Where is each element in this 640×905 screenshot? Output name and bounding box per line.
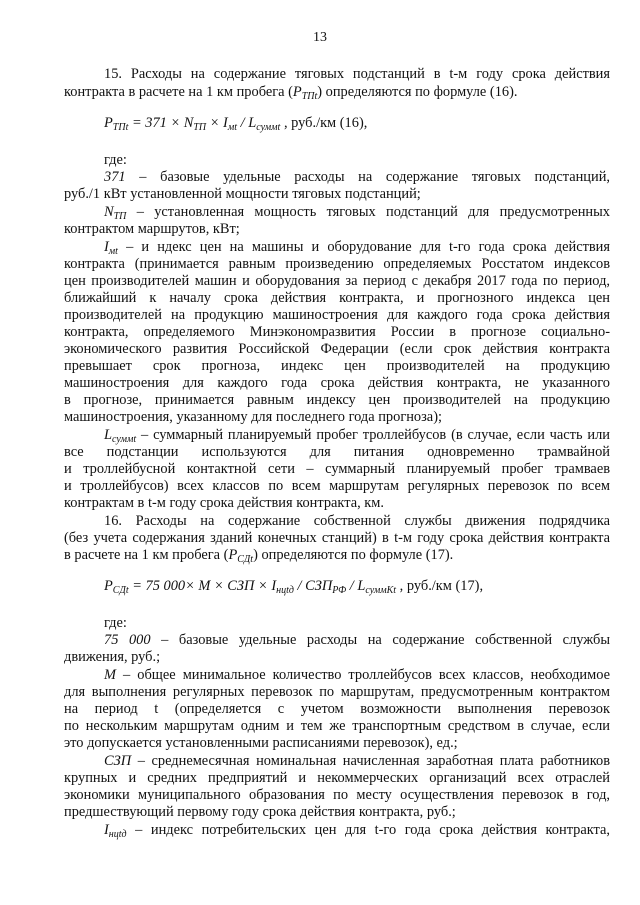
s16-def-szp: СЗП – среднемесячная номинальная начисленная заработная плата работников <box>104 753 610 769</box>
s15-line-1: 15. Расходы на содержание тяговых подстанций в t-м году срока действия <box>104 66 610 82</box>
s16-def-szp-l3: экономики муниципального образования по месту осуществления перевозок в год, <box>64 787 610 803</box>
s15-def-lsumm-l3: и троллейбусной контактной сети – суммарный планируемый пробег трамваев <box>64 461 610 477</box>
s15-def-imt-l4: ближайший к началу срока действия контракта, и прогнозного индекса цен <box>64 290 610 306</box>
s15-def-imt-l7: экономического развития Российской Федерации (если срок действия контракта <box>64 341 610 357</box>
s16-def-m-l3: на период t (определяется с учетом возможности выполнения перевозок <box>64 701 610 717</box>
s16-def-m: M – общее минимальное количество троллейбусов всех классов, необходимое <box>104 667 610 683</box>
s16-def-szp-l2: крупных и средних предприятий и некоммерческих организаций всех отраслей <box>64 770 610 786</box>
s16-line-3: в расчете на 1 км пробега $(P_{СДt})$ определяются по формуле (17). <box>64 547 454 565</box>
s15-def-imt-l6: контракта, определяемого Минэкономразвития России в прогнозе социально- <box>64 324 610 340</box>
s15-def-imt: $I_{мt}$ – и ндекс цен на машины и оборудование для t-го года срока действия <box>104 239 610 257</box>
s15-def-imt-l11: машиностроения, указанному для последнего года прогноза); <box>64 409 442 425</box>
s15-def-imt-l8: превышает срок прогноза, индекс цен производителей на продукцию <box>64 358 610 374</box>
s15-def-ntp: $N_{ТП}$ – установленная мощность тяговых подстанций для предусмотренных <box>104 204 610 222</box>
s16-def-intd: $I_{нцtд}$ – индекс потребительских цен для t-го года срока действия контракта, <box>104 822 610 840</box>
s15-def-ntp-cont: контрактом маршрутов, кВт; <box>64 221 240 237</box>
s16-where: где: <box>104 615 127 631</box>
s15-def-371-cont: руб./1 кВт установленной мощности тяговых подстанций; <box>64 186 421 202</box>
s15-def-371: 371 – базовые удельные расходы на содержание тяговых подстанций, <box>104 169 610 185</box>
s16-def-m-l4: по нескольким маршрутам одним и тем же транспортным средством в случае, если <box>64 718 610 734</box>
s15-def-lsumm-l4: и троллейбусов) всех классов по всем маршрутам регулярных перевозок по всем <box>64 478 610 494</box>
s15-def-lsumm-l2: все подстанции используются для питания одновременно трамвайной <box>64 444 610 460</box>
s15-def-imt-l3: цен производителей машин и оборудования за период с декабря 2017 года по период, <box>64 273 610 289</box>
s16-line-2: (без учета содержания зданий конечных станций) в t-м году срока действия контракта <box>64 530 610 546</box>
formula-17: $P_{СДt} = 75$ 000× M × СЗП × $I_{нцtд} / СЗП_{РФ} / L_{суммКt}$ , руб./км (17), <box>104 578 484 596</box>
s16-def-75000: 75 000 – базовые удельные расходы на содержание собственной службы <box>104 632 610 648</box>
s16-def-75000-cont: движения, руб.; <box>64 649 161 665</box>
s16-def-szp-l4: предшествующий первому году срока действия контракта, руб.; <box>64 804 456 820</box>
s15-def-imt-l10: в прогнозе, принимается равным индексу цен производителей на продукцию <box>64 392 610 408</box>
page-number: 13 <box>313 30 327 45</box>
s15-line-2: контракта в расчете на 1 км пробега $(P_{ТПt})$ определяются по формуле (16). <box>64 84 518 102</box>
s15-def-imt-l9: машиностроения для каждого года срока действия контракта, не указанного <box>64 375 610 391</box>
formula-16: $P_{ТПt} = 371 \times N_{ТП} \times I_{мt} / L_{суммt}$ , руб./км (16), <box>104 115 368 133</box>
s15-where: где: <box>104 152 127 168</box>
s15-def-imt-l5: производителей на продукцию машиностроения для каждого года срока действия <box>64 307 610 323</box>
s15-def-imt-l2: контракта (принимается равным произведению определяемых Росстатом индексов <box>64 256 610 272</box>
s15-def-lsumm: $L_{суммt}$ – суммарный планируемый пробег троллейбусов (в случае, если часть или <box>104 427 610 445</box>
s16-line-1: 16. Расходы на содержание собственной службы движения подрядчика <box>104 513 610 529</box>
s15-def-lsumm-l5: контрактам в t-м году срока действия контракта, км. <box>64 495 384 511</box>
s16-def-m-l2: для выполнения регулярных перевозок по маршрутам, предусмотренным контрактом <box>64 684 610 700</box>
s16-def-m-l5: это допускается установленными расписаниями перевозок), ед.; <box>64 735 458 751</box>
